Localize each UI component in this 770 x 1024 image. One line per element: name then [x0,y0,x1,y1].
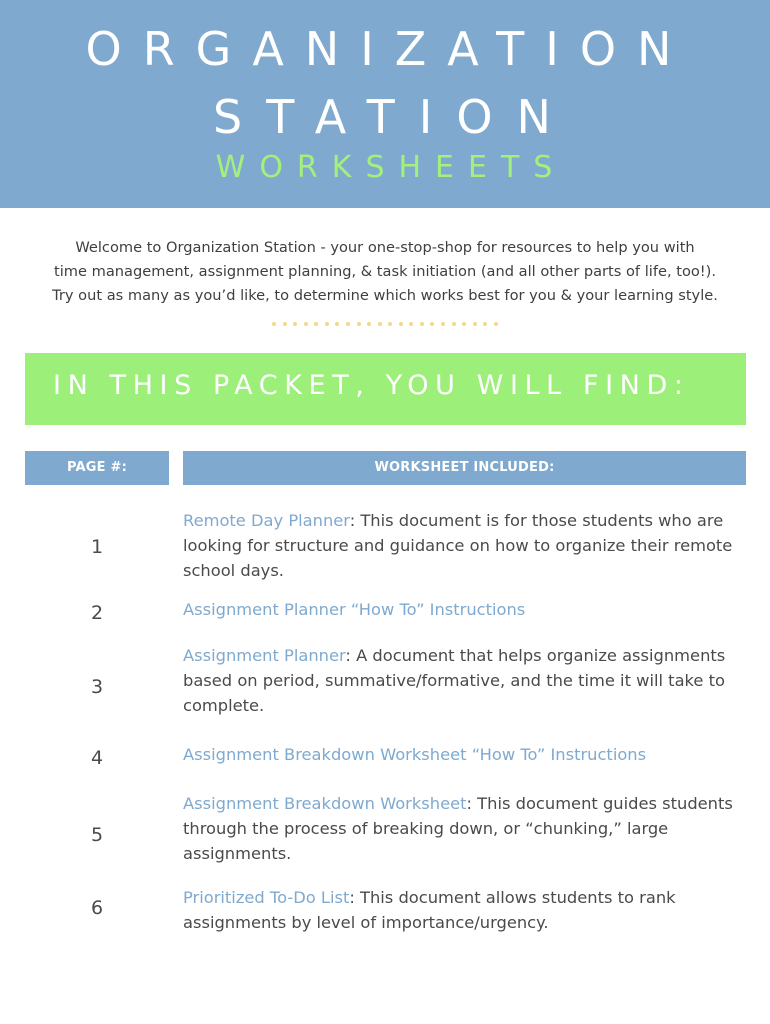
column-header-page: PAGE #: [25,451,169,485]
row-6-worksheet-link[interactable]: Prioritized To-Do List [183,888,350,907]
section-heading: IN THIS PACKET, YOU WILL FIND: [53,370,690,401]
intro-line-1: Welcome to Organization Station - your one-stop-shop for resources to help you with [75,239,695,256]
intro-paragraph [10,236,760,308]
row-4-page-number: 4 [90,747,104,769]
row-5-worksheet-link[interactable]: Assignment Breakdown Worksheet [183,794,467,813]
intro-line-3: Try out as many as you’d like, to determine which works best for you & your learning style. [52,287,718,304]
row-3-worksheet-link[interactable]: Assignment Planner [183,646,346,665]
row-6-page-number: 6 [90,897,104,919]
dotted-divider [272,322,498,328]
row-1-worksheet [183,508,748,583]
row-1-worksheet-link[interactable]: Remote Day Planner [183,511,350,530]
row-2-worksheet-link[interactable]: Assignment Planner “How To” Instructions [183,600,526,619]
row-4-worksheet-link[interactable]: Assignment Breakdown Worksheet “How To” Instructions [183,745,647,764]
row-5-worksheet [183,791,748,866]
row-5-page-number: 5 [90,824,104,846]
row-5-description: : This document guides students through the process of breaking down, or “chunking,” large assignments. [183,794,733,863]
row-6-description: : This document allows students to rank assignments by level of importance/urgency. [183,888,676,932]
page-title-line-1: ORGANIZATION [85,22,693,76]
page-title-line-2: STATION [213,90,575,144]
row-3-description: : A document that helps organize assignments based on period, summative/formative, and the time it will take to complete. [183,646,726,715]
row-2-page-number: 2 [90,602,104,624]
column-header-worksheet: WORKSHEET INCLUDED: [183,451,746,485]
row-1-page-number: 1 [90,536,104,558]
page-subtitle: WORKSHEETS [215,150,567,185]
row-2-worksheet [183,597,748,622]
row-3-worksheet [183,643,748,718]
intro-line-2: time management, assignment planning, & task initiation (and all other parts of life, too!). [54,263,716,280]
row-1-description: : This document is for those students who are looking for structure and guidance on how to organize their remote school days. [183,511,733,580]
row-6-worksheet [183,885,748,935]
row-3-page-number: 3 [90,676,104,698]
row-4-worksheet [183,742,748,767]
